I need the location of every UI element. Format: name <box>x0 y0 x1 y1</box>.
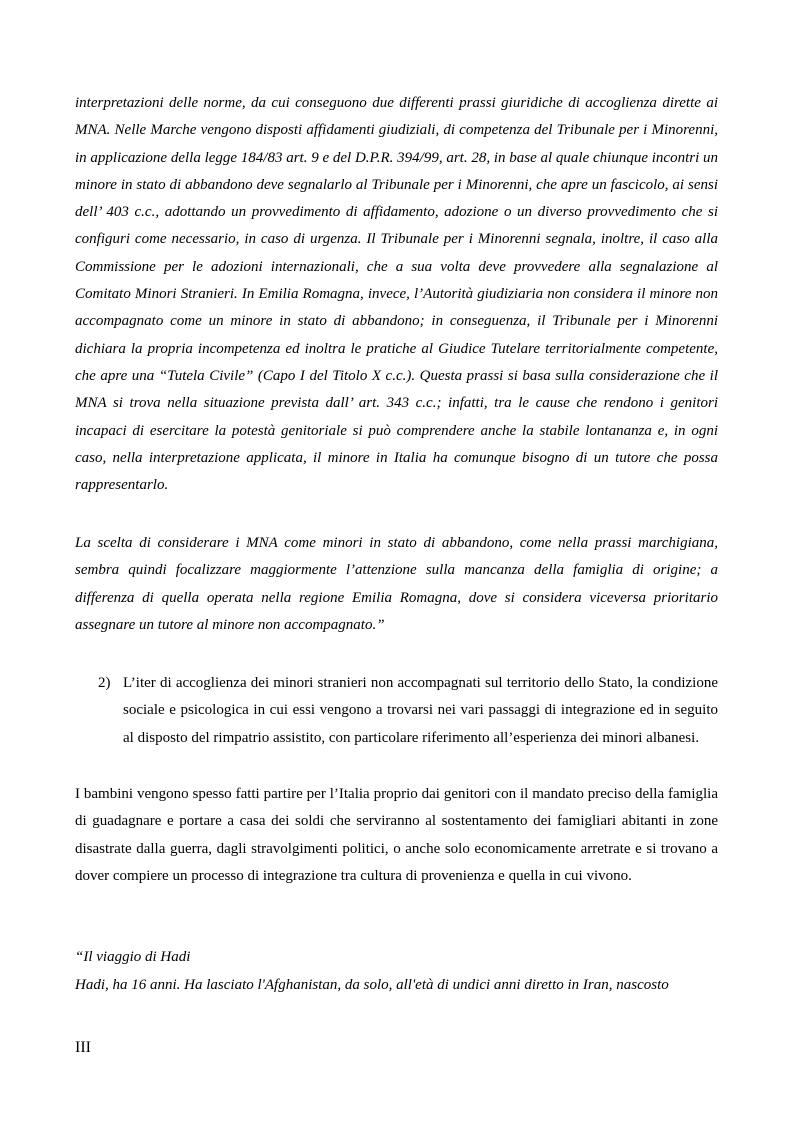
quoted-paragraph-continuation: interpretazioni delle norme, da cui conseguono due differenti prassi giuridiche di accoglienza dirette ai MNA. Nelle Marche vengono disposti affidamenti giudiziali, di competenza del Tribunale per i Minorenni, in applicazione della legge 184/83 art. 9 e del D.P.R. 394/99, art. 28, in base al quale chiunque incontri un minore in stato di abbandono deve segnalarlo al Tribunale per i Minorenni, che apre un fascicolo, ai sensi dell’ 403 c.c., adottando un provvedimento di affidamento, adozione o un diverso provvedimento che si configuri come necessario, in caso di urgenza. Il Tribunale per i Minorenni segnala, inoltre, il caso alla Commissione per le adozioni internazionali, che a sua volta deve provvedere alla segnalazione al Comitato Minori Stranieri. In Emilia Romagna, invece, l’Autorità giudiziaria non considera il minore non accompagnato come un minore in stato di abbandono; in conseguenza, il Tribunale per i Minorenni dichiara la propria incompetenza ed inoltra le pratiche al Giudice Tutelare territorialmente competente, che apre una “Tutela Civile” (Capo I del Titolo X c.c.). Questa prassi si basa sulla considerazione che il MNA si trova nella situazione prevista dall’ art. 343 c.c.; infatti, tra le cause che rendono i genitori incapaci di esercitare la potestà genitoriale si può comprendere anche la stabile lontananza e, in ogni caso, nella interpretazione applicata, il minore in Italia ha comunque bisogno di un tutore che possa rappresentarlo. <box>75 95 718 494</box>
body-paragraph: I bambini vengono spesso fatti partire per l’Italia proprio dai genitori con il mandato preciso della famiglia di guadagnare e portare a casa dei soldi che serviranno al sostentamento dei famigliari abitanti in zone disastrate dalla guerra, dagli stravolgimenti politici, o anche solo economicamente arretrate e si trovano a dover compiere un processo di integrazione tra cultura di provenienza e quella in cui vivono. <box>75 786 718 884</box>
quote-title: “Il viaggio di Hadi <box>75 949 191 965</box>
quote-opening-line: Hadi, ha 16 anni. Ha lasciato l'Afghanistan, da solo, all'età di undici anni diretto in Iran, nascosto <box>75 977 669 993</box>
list-item-number: 2) <box>98 675 111 691</box>
numbered-list-item-2 <box>98 670 718 752</box>
page-number: III <box>75 1039 91 1056</box>
list-item-text: L’iter di accoglienza dei minori stranieri non accompagnati sul territorio dello Stato, la condizione sociale e psicologica in cui essi vengono a trovarsi nei vari passaggi di integrazione ed in seguito al disposto del rimpatrio assistito, con particolare riferimento all’esperienza dei minori albanesi. <box>123 675 718 746</box>
quoted-paragraph-conclusion: La scelta di considerare i MNA come minori in stato di abbandono, come nella prassi marchigiana, sembra quindi focalizzare maggiormente l’attenzione sulla mancanza della famiglia di origine; a differenza di quella operata nella regione Emilia Romagna, dove si considera viceversa prioritario assegnare un tutore al minore non accompagnato.” <box>75 535 718 633</box>
